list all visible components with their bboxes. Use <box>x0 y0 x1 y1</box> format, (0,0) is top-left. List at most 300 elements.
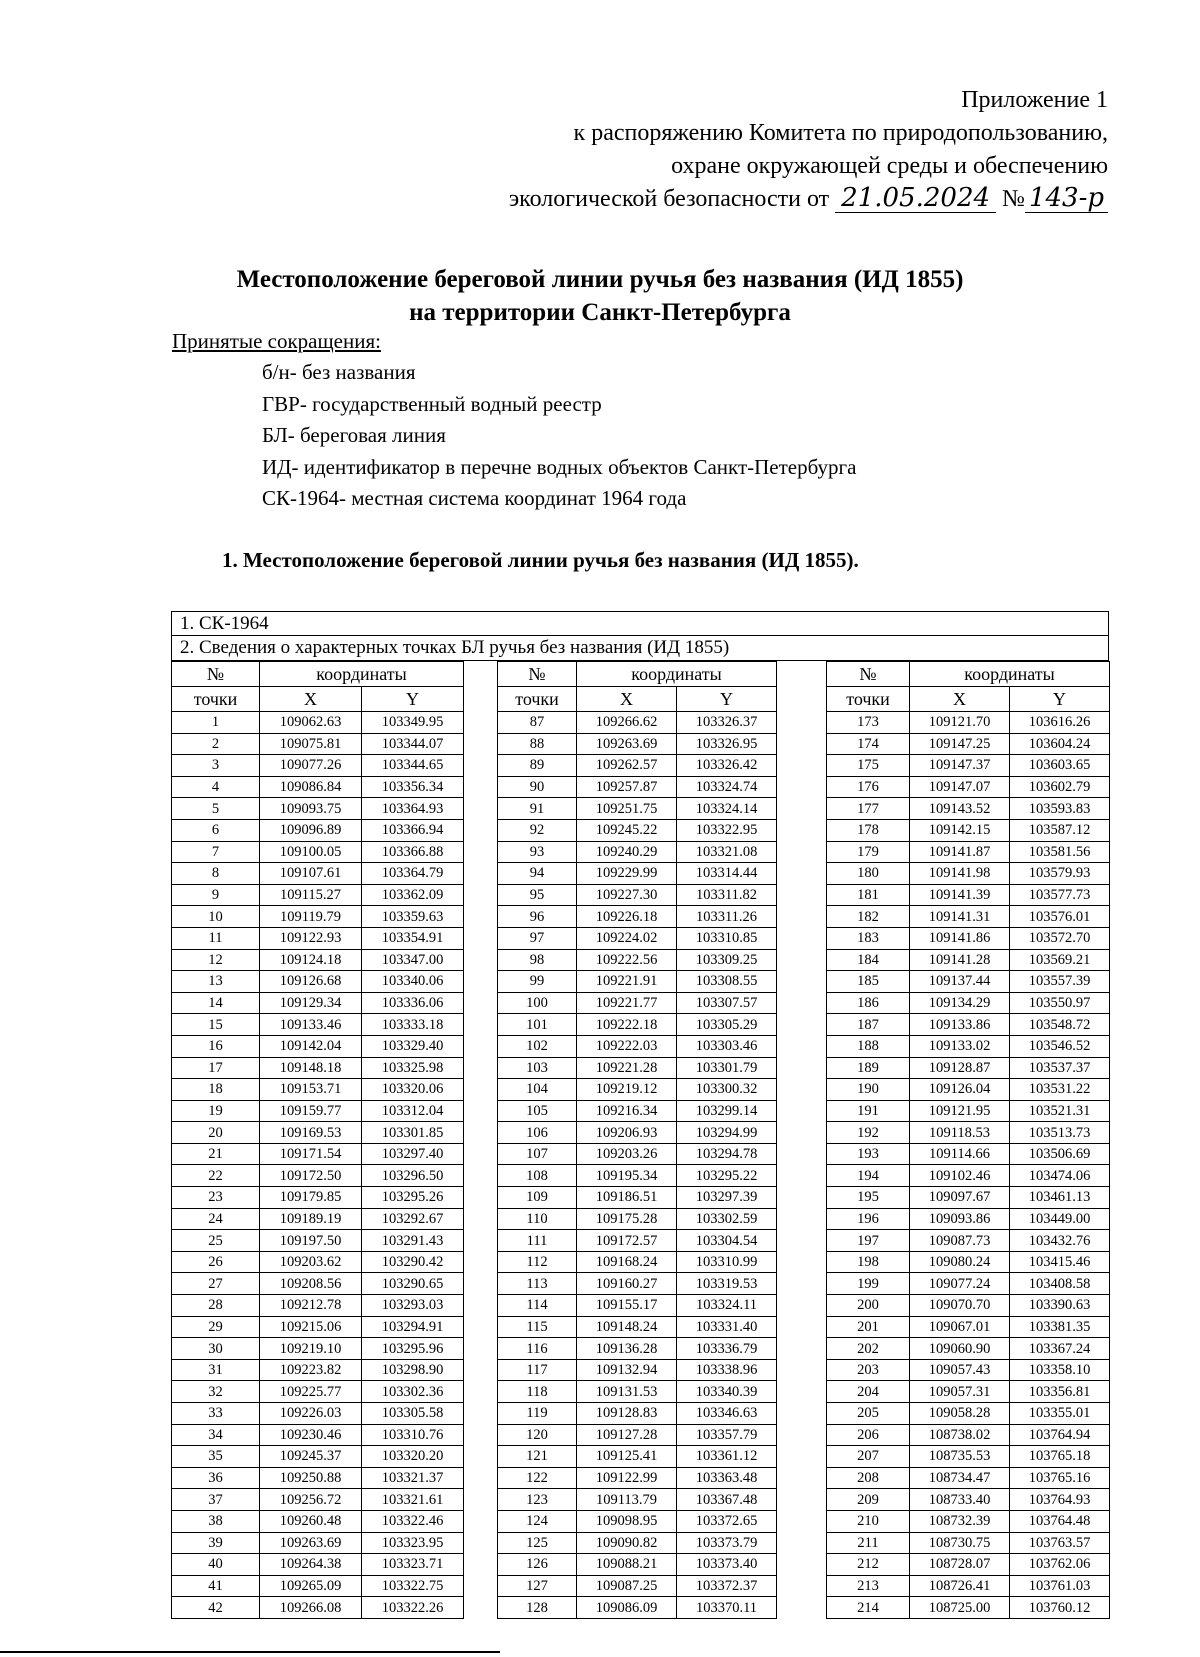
table-row <box>827 1467 1110 1489</box>
point-number-cell: 180 <box>827 863 910 885</box>
y-coordinate-cell: 103432.76 <box>1010 1230 1110 1252</box>
x-coordinate-cell: 109136.28 <box>577 1338 677 1360</box>
table-row <box>172 1014 464 1036</box>
table-row <box>498 1575 777 1597</box>
point-number-cell: 102 <box>498 1035 577 1057</box>
point-number-cell: 110 <box>498 1208 577 1230</box>
point-number-cell: 184 <box>827 949 910 971</box>
point-number-cell: 206 <box>827 1424 910 1446</box>
point-number-cell: 116 <box>498 1338 577 1360</box>
table-row <box>498 1122 777 1144</box>
point-number-cell: 29 <box>172 1316 260 1338</box>
x-coordinate-cell: 109126.04 <box>910 1079 1010 1101</box>
y-coordinate-cell: 103474.06 <box>1010 1165 1110 1187</box>
point-number-cell: 15 <box>172 1014 260 1036</box>
point-number-cell: 8 <box>172 863 260 885</box>
x-header: X <box>260 687 362 712</box>
point-number-cell: 205 <box>827 1403 910 1425</box>
table-row <box>172 1597 464 1619</box>
table-row <box>172 1251 464 1273</box>
table-row <box>827 1165 1110 1187</box>
point-number-cell: 104 <box>498 1079 577 1101</box>
table-row <box>498 1100 777 1122</box>
point-number-cell: 189 <box>827 1057 910 1079</box>
y-header: Y <box>677 687 777 712</box>
y-coordinate-cell: 103763.57 <box>1010 1532 1110 1554</box>
y-coordinate-cell: 103324.11 <box>677 1295 777 1317</box>
table-row <box>827 733 1110 755</box>
abbreviations-heading: Принятые сокращения: <box>172 329 381 353</box>
y-coordinate-cell: 103295.22 <box>677 1165 777 1187</box>
table-row <box>172 863 464 885</box>
table-row <box>827 1532 1110 1554</box>
y-coordinate-cell: 103355.01 <box>1010 1403 1110 1425</box>
y-coordinate-cell: 103302.59 <box>677 1208 777 1230</box>
handwritten-date: 21.05.2024 <box>835 184 996 213</box>
table-row <box>172 927 464 949</box>
table-row <box>498 927 777 949</box>
handwritten-number: 143-р <box>1025 184 1108 213</box>
order-date-line <box>509 183 1108 216</box>
table-row <box>498 1489 777 1511</box>
point-number-cell: 28 <box>172 1295 260 1317</box>
point-number-cell: 114 <box>498 1295 577 1317</box>
table-row <box>172 1143 464 1165</box>
coordinates-table-block-3 <box>826 661 1110 1619</box>
x-coordinate-cell: 109141.98 <box>910 863 1010 885</box>
table-row <box>827 1187 1110 1209</box>
x-coordinate-cell: 109131.53 <box>577 1381 677 1403</box>
table-row <box>172 1208 464 1230</box>
point-number-cell: 16 <box>172 1035 260 1057</box>
y-coordinate-cell: 103372.37 <box>677 1575 777 1597</box>
point-number-cell: 185 <box>827 971 910 993</box>
point-number-cell: 204 <box>827 1381 910 1403</box>
x-coordinate-cell: 109115.27 <box>260 884 362 906</box>
point-number-cell: 203 <box>827 1359 910 1381</box>
table-row <box>498 1273 777 1295</box>
coordinates-header: координаты <box>910 662 1110 687</box>
y-coordinate-cell: 103309.25 <box>677 949 777 971</box>
x-coordinate-cell: 109141.86 <box>910 927 1010 949</box>
table-row <box>498 1424 777 1446</box>
x-coordinate-cell: 109088.21 <box>577 1554 677 1576</box>
y-coordinate-cell: 103370.11 <box>677 1597 777 1619</box>
y-coordinate-cell: 103550.97 <box>1010 992 1110 1014</box>
x-coordinate-cell: 109147.07 <box>910 776 1010 798</box>
y-coordinate-cell: 103760.12 <box>1010 1597 1110 1619</box>
table-row <box>498 1532 777 1554</box>
point-number-cell: 191 <box>827 1100 910 1122</box>
table-row <box>827 1251 1110 1273</box>
x-coordinate-cell: 109148.18 <box>260 1057 362 1079</box>
x-coordinate-cell: 109126.68 <box>260 971 362 993</box>
table-row <box>827 863 1110 885</box>
table-row <box>827 755 1110 777</box>
y-coordinate-cell: 103290.42 <box>362 1251 464 1273</box>
point-number-cell: 197 <box>827 1230 910 1252</box>
x-coordinate-cell: 109219.12 <box>577 1079 677 1101</box>
x-coordinate-cell: 109171.54 <box>260 1143 362 1165</box>
x-coordinate-cell: 108732.39 <box>910 1510 1010 1532</box>
y-coordinate-cell: 103364.93 <box>362 798 464 820</box>
point-number-cell: 212 <box>827 1554 910 1576</box>
y-coordinate-cell: 103302.36 <box>362 1381 464 1403</box>
table-row <box>498 819 777 841</box>
x-coordinate-cell: 109169.53 <box>260 1122 362 1144</box>
point-number-cell: 113 <box>498 1273 577 1295</box>
table-row <box>172 819 464 841</box>
x-coordinate-cell: 109086.09 <box>577 1597 677 1619</box>
point-number-cell: 9 <box>172 884 260 906</box>
point-number-cell: 35 <box>172 1446 260 1468</box>
document-title <box>0 263 1200 329</box>
x-coordinate-cell: 108738.02 <box>910 1424 1010 1446</box>
order-reference-line: к распоряжению Комитета по природопользованию, <box>573 120 1108 146</box>
abbreviation-item: ГВР- государственный водный реестр <box>262 391 602 416</box>
table-row <box>172 1295 464 1317</box>
title-line-1: Местоположение береговой линии ручья без названия (ИД 1855) <box>236 266 964 293</box>
table-row <box>498 1230 777 1252</box>
y-coordinate-cell: 103329.40 <box>362 1035 464 1057</box>
x-coordinate-cell: 109132.94 <box>577 1359 677 1381</box>
x-coordinate-cell: 109141.31 <box>910 906 1010 928</box>
table-row <box>498 1338 777 1360</box>
point-number-cell: 182 <box>827 906 910 928</box>
table-row <box>827 1338 1110 1360</box>
y-coordinate-cell: 103338.96 <box>677 1359 777 1381</box>
x-coordinate-cell: 109215.06 <box>260 1316 362 1338</box>
point-number-cell: 181 <box>827 884 910 906</box>
table-row <box>827 1014 1110 1036</box>
x-coordinate-cell: 109262.57 <box>577 755 677 777</box>
point-number-cell: 192 <box>827 1122 910 1144</box>
x-coordinate-cell: 109263.69 <box>577 733 677 755</box>
x-coordinate-cell: 109203.26 <box>577 1143 677 1165</box>
x-coordinate-cell: 109093.75 <box>260 798 362 820</box>
point-number-cell: 120 <box>498 1424 577 1446</box>
point-number-cell: 87 <box>498 712 577 734</box>
table-row <box>827 884 1110 906</box>
x-header: X <box>577 687 677 712</box>
table-row <box>172 1446 464 1468</box>
table-row <box>172 1122 464 1144</box>
point-number-cell: 23 <box>172 1187 260 1209</box>
table-row <box>172 1079 464 1101</box>
x-coordinate-cell: 109186.51 <box>577 1187 677 1209</box>
point-number-cell: 99 <box>498 971 577 993</box>
point-number-cell: 187 <box>827 1014 910 1036</box>
y-coordinate-cell: 103322.46 <box>362 1510 464 1532</box>
point-number-subheader: точки <box>172 687 260 712</box>
x-coordinate-cell: 109251.75 <box>577 798 677 820</box>
x-coordinate-cell: 108726.41 <box>910 1575 1010 1597</box>
table-row <box>172 1424 464 1446</box>
x-coordinate-cell: 109114.66 <box>910 1143 1010 1165</box>
y-coordinate-cell: 103310.76 <box>362 1424 464 1446</box>
y-coordinate-cell: 103290.65 <box>362 1273 464 1295</box>
y-coordinate-cell: 103295.26 <box>362 1187 464 1209</box>
y-coordinate-cell: 103291.43 <box>362 1230 464 1252</box>
table-row <box>827 776 1110 798</box>
x-coordinate-cell: 108733.40 <box>910 1489 1010 1511</box>
point-number-cell: 193 <box>827 1143 910 1165</box>
x-coordinate-cell: 109098.95 <box>577 1510 677 1532</box>
point-number-cell: 200 <box>827 1295 910 1317</box>
coordinates-table-block-1 <box>171 661 464 1619</box>
y-coordinate-cell: 103548.72 <box>1010 1014 1110 1036</box>
y-coordinate-cell: 103305.29 <box>677 1014 777 1036</box>
table-row <box>172 1338 464 1360</box>
coordinate-system-row: 1. СК-1964 <box>172 612 1108 636</box>
y-coordinate-cell: 103764.93 <box>1010 1489 1110 1511</box>
y-coordinate-cell: 103294.99 <box>677 1122 777 1144</box>
table-row <box>827 1381 1110 1403</box>
table-row <box>827 1597 1110 1619</box>
point-number-cell: 115 <box>498 1316 577 1338</box>
table-row <box>172 1381 464 1403</box>
table-row <box>172 1273 464 1295</box>
table-row <box>827 906 1110 928</box>
point-number-header: № <box>827 662 910 687</box>
y-coordinate-cell: 103321.08 <box>677 841 777 863</box>
y-coordinate-cell: 103572.70 <box>1010 927 1110 949</box>
table-row <box>172 1187 464 1209</box>
table-row <box>498 1035 777 1057</box>
point-number-cell: 109 <box>498 1187 577 1209</box>
x-coordinate-cell: 109057.31 <box>910 1381 1010 1403</box>
point-number-cell: 18 <box>172 1079 260 1101</box>
x-coordinate-cell: 109062.63 <box>260 712 362 734</box>
point-number-cell: 89 <box>498 755 577 777</box>
x-coordinate-cell: 109119.79 <box>260 906 362 928</box>
x-coordinate-cell: 109137.44 <box>910 971 1010 993</box>
x-coordinate-cell: 109160.27 <box>577 1273 677 1295</box>
point-number-cell: 88 <box>498 733 577 755</box>
table-row <box>498 1446 777 1468</box>
table-row <box>498 1143 777 1165</box>
abbreviation-item: БЛ- береговая линия <box>262 423 446 447</box>
y-coordinate-cell: 103765.18 <box>1010 1446 1110 1468</box>
y-coordinate-cell: 103300.32 <box>677 1079 777 1101</box>
x-coordinate-cell: 109219.10 <box>260 1338 362 1360</box>
y-coordinate-cell: 103381.35 <box>1010 1316 1110 1338</box>
y-coordinate-cell: 103311.26 <box>677 906 777 928</box>
table-row <box>498 1510 777 1532</box>
point-number-cell: 30 <box>172 1338 260 1360</box>
point-number-cell: 118 <box>498 1381 577 1403</box>
y-coordinate-cell: 103336.06 <box>362 992 464 1014</box>
y-coordinate-cell: 103581.56 <box>1010 841 1110 863</box>
y-coordinate-cell: 103344.07 <box>362 733 464 755</box>
point-number-cell: 19 <box>172 1100 260 1122</box>
x-coordinate-cell: 109256.72 <box>260 1489 362 1511</box>
point-number-cell: 199 <box>827 1273 910 1295</box>
point-number-cell: 210 <box>827 1510 910 1532</box>
x-coordinate-cell: 109100.05 <box>260 841 362 863</box>
table-row <box>498 1208 777 1230</box>
x-coordinate-cell: 109266.08 <box>260 1597 362 1619</box>
table-row <box>498 1014 777 1036</box>
y-coordinate-cell: 103295.96 <box>362 1338 464 1360</box>
x-coordinate-cell: 109230.46 <box>260 1424 362 1446</box>
point-number-cell: 111 <box>498 1230 577 1252</box>
point-number-cell: 33 <box>172 1403 260 1425</box>
x-coordinate-cell: 109206.93 <box>577 1122 677 1144</box>
point-number-cell: 107 <box>498 1143 577 1165</box>
x-coordinate-cell: 109197.50 <box>260 1230 362 1252</box>
point-number-cell: 41 <box>172 1575 260 1597</box>
point-number-cell: 39 <box>172 1532 260 1554</box>
point-number-cell: 208 <box>827 1467 910 1489</box>
x-coordinate-cell: 109141.87 <box>910 841 1010 863</box>
y-coordinate-cell: 103326.37 <box>677 712 777 734</box>
x-coordinate-cell: 109168.24 <box>577 1251 677 1273</box>
table-row <box>827 819 1110 841</box>
x-coordinate-cell: 108734.47 <box>910 1467 1010 1489</box>
y-coordinate-cell: 103390.63 <box>1010 1295 1110 1317</box>
point-number-cell: 42 <box>172 1597 260 1619</box>
table-row <box>827 971 1110 993</box>
y-coordinate-cell: 103577.73 <box>1010 884 1110 906</box>
point-number-header: № <box>172 662 260 687</box>
table-row <box>827 1122 1110 1144</box>
y-coordinate-cell: 103364.79 <box>362 863 464 885</box>
x-coordinate-cell: 109086.84 <box>260 776 362 798</box>
table-row <box>827 1230 1110 1252</box>
point-number-cell: 21 <box>172 1143 260 1165</box>
point-number-subheader: точки <box>498 687 577 712</box>
table-row <box>172 906 464 928</box>
table-row <box>498 1381 777 1403</box>
point-number-cell: 209 <box>827 1489 910 1511</box>
page-bottom-rule <box>0 1651 500 1653</box>
x-coordinate-cell: 109223.82 <box>260 1359 362 1381</box>
y-coordinate-cell: 103359.63 <box>362 906 464 928</box>
y-coordinate-cell: 103546.52 <box>1010 1035 1110 1057</box>
table-description-row: 2. Сведения о характерных точках БЛ ручья без названия (ИД 1855) <box>180 637 730 658</box>
point-number-cell: 2 <box>172 733 260 755</box>
y-coordinate-cell: 103372.65 <box>677 1510 777 1532</box>
y-coordinate-cell: 103301.79 <box>677 1057 777 1079</box>
point-number-cell: 201 <box>827 1316 910 1338</box>
point-number-cell: 213 <box>827 1575 910 1597</box>
table-row <box>172 1467 464 1489</box>
x-coordinate-cell: 109067.01 <box>910 1316 1010 1338</box>
y-coordinate-cell: 103333.18 <box>362 1014 464 1036</box>
y-coordinate-cell: 103321.37 <box>362 1467 464 1489</box>
y-coordinate-cell: 103322.26 <box>362 1597 464 1619</box>
x-coordinate-cell: 109195.34 <box>577 1165 677 1187</box>
y-header: Y <box>1010 687 1110 712</box>
table-row <box>827 1510 1110 1532</box>
x-coordinate-cell: 109143.52 <box>910 798 1010 820</box>
title-line-2: на территории Санкт-Петербурга <box>409 299 791 326</box>
table-row <box>827 1079 1110 1101</box>
y-coordinate-cell: 103362.09 <box>362 884 464 906</box>
table-row <box>827 1316 1110 1338</box>
y-coordinate-cell: 103310.85 <box>677 927 777 949</box>
table-row <box>498 863 777 885</box>
x-coordinate-cell: 109227.30 <box>577 884 677 906</box>
table-row <box>172 1057 464 1079</box>
table-row <box>827 1554 1110 1576</box>
point-number-cell: 106 <box>498 1122 577 1144</box>
point-number-cell: 37 <box>172 1489 260 1511</box>
order-reference-line-2: охране окружающей среды и обеспечению <box>671 153 1108 179</box>
y-coordinate-cell: 103303.46 <box>677 1035 777 1057</box>
y-coordinate-cell: 103336.79 <box>677 1338 777 1360</box>
table-row <box>172 1403 464 1425</box>
point-number-cell: 17 <box>172 1057 260 1079</box>
y-coordinate-cell: 103764.48 <box>1010 1510 1110 1532</box>
y-coordinate-cell: 103347.00 <box>362 949 464 971</box>
point-number-cell: 94 <box>498 863 577 885</box>
point-number-cell: 174 <box>827 733 910 755</box>
x-coordinate-cell: 109221.77 <box>577 992 677 1014</box>
x-coordinate-cell: 109172.50 <box>260 1165 362 1187</box>
table-row <box>172 798 464 820</box>
x-coordinate-cell: 109133.86 <box>910 1014 1010 1036</box>
x-coordinate-cell: 109222.03 <box>577 1035 677 1057</box>
point-number-cell: 105 <box>498 1100 577 1122</box>
table-row <box>172 1489 464 1511</box>
coordinates-header: координаты <box>577 662 777 687</box>
y-coordinate-cell: 103294.78 <box>677 1143 777 1165</box>
point-number-cell: 90 <box>498 776 577 798</box>
y-coordinate-cell: 103765.16 <box>1010 1467 1110 1489</box>
y-coordinate-cell: 103593.83 <box>1010 798 1110 820</box>
table-row <box>498 755 777 777</box>
y-coordinate-cell: 103761.03 <box>1010 1575 1110 1597</box>
y-coordinate-cell: 103569.21 <box>1010 949 1110 971</box>
x-coordinate-cell: 109179.85 <box>260 1187 362 1209</box>
table-row <box>498 1359 777 1381</box>
x-coordinate-cell: 109155.17 <box>577 1295 677 1317</box>
y-coordinate-cell: 103579.93 <box>1010 863 1110 885</box>
table-row <box>827 798 1110 820</box>
table-row <box>498 1165 777 1187</box>
x-coordinate-cell: 109080.24 <box>910 1251 1010 1273</box>
y-coordinate-cell: 103331.40 <box>677 1316 777 1338</box>
table-row <box>172 776 464 798</box>
point-number-cell: 7 <box>172 841 260 863</box>
y-coordinate-cell: 103367.24 <box>1010 1338 1110 1360</box>
point-number-cell: 101 <box>498 1014 577 1036</box>
point-number-cell: 122 <box>498 1467 577 1489</box>
section-heading: 1. Местоположение береговой линии ручья без названия (ИД 1855). <box>222 548 859 572</box>
table-row <box>827 841 1110 863</box>
table-row <box>498 1057 777 1079</box>
x-coordinate-cell: 109225.77 <box>260 1381 362 1403</box>
y-coordinate-cell: 103322.75 <box>362 1575 464 1597</box>
y-coordinate-cell: 103602.79 <box>1010 776 1110 798</box>
y-coordinate-cell: 103301.85 <box>362 1122 464 1144</box>
table-row <box>827 949 1110 971</box>
y-coordinate-cell: 103576.01 <box>1010 906 1110 928</box>
point-number-cell: 125 <box>498 1532 577 1554</box>
point-number-cell: 3 <box>172 755 260 777</box>
x-coordinate-cell: 109265.09 <box>260 1575 362 1597</box>
table-row <box>172 949 464 971</box>
point-number-cell: 176 <box>827 776 910 798</box>
point-number-cell: 128 <box>498 1597 577 1619</box>
y-coordinate-cell: 103320.20 <box>362 1446 464 1468</box>
table-row <box>172 1359 464 1381</box>
table-row <box>172 755 464 777</box>
point-number-cell: 195 <box>827 1187 910 1209</box>
point-number-cell: 11 <box>172 927 260 949</box>
